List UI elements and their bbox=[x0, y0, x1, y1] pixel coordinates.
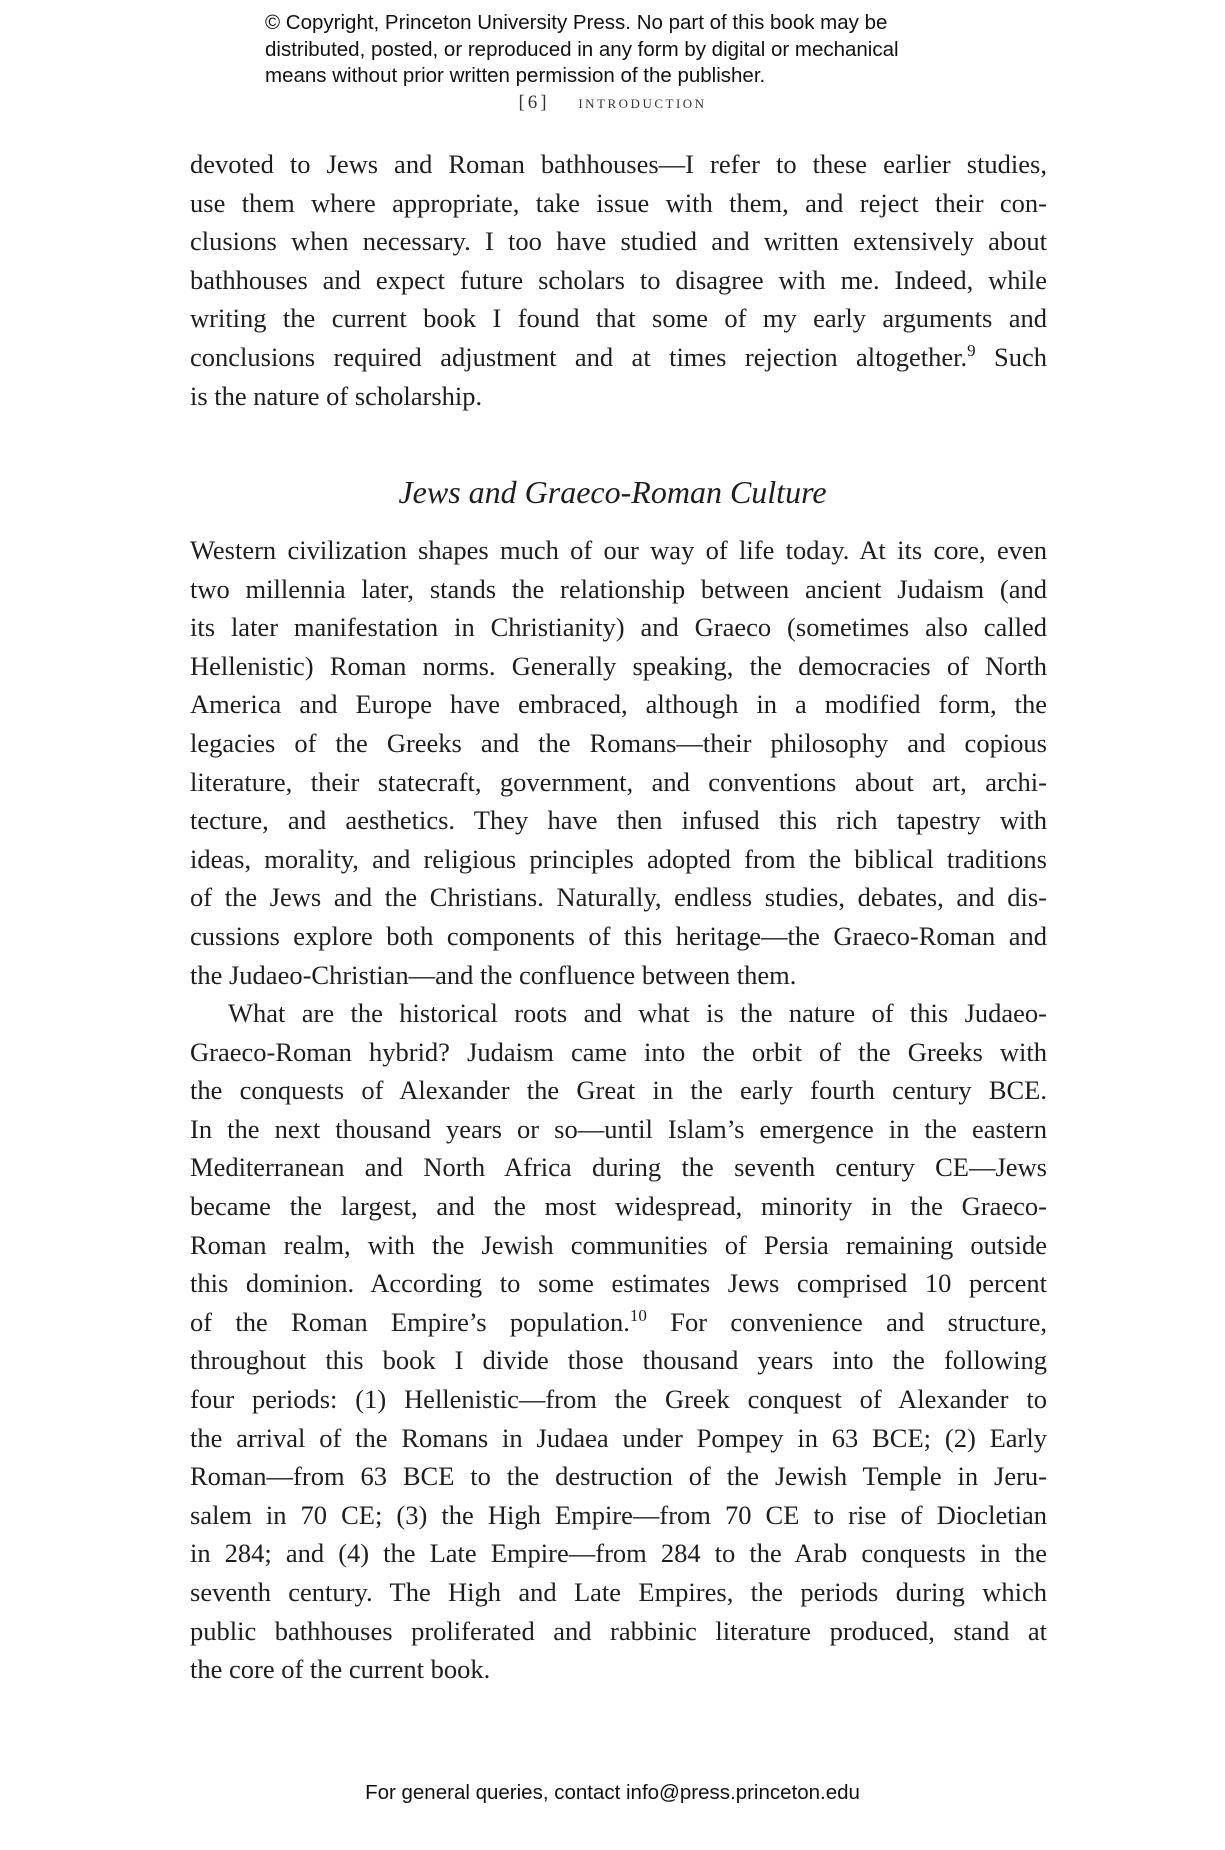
copyright-line: distributed, posted, or reproduced in any form by digital or mechanical bbox=[265, 37, 899, 61]
text-line bbox=[190, 608, 1047, 647]
section-heading: Jews and Graeco-Roman Culture bbox=[398, 474, 827, 510]
line-text: the Judaeo-Christian—and the confluence between them. bbox=[190, 959, 797, 990]
running-head bbox=[0, 92, 1225, 114]
text-line bbox=[190, 222, 1047, 261]
line-text: public bathhouses proliferated and rabbinic literature produced, stand at bbox=[190, 1615, 1047, 1646]
line-text: use them where appropriate, take issue with them, and reject their con- bbox=[190, 187, 1047, 218]
text-line bbox=[190, 1341, 1047, 1380]
line-text: Western civilization shapes much of our way of life today. At its core, even bbox=[190, 535, 1047, 565]
copyright-line: © Copyright, Princeton University Press. No part of this book may be bbox=[265, 11, 888, 34]
line-text: Hellenistic) Roman norms. Generally speaking, the democracies of North bbox=[190, 650, 1047, 681]
text-line bbox=[190, 338, 1047, 377]
text-line bbox=[190, 1226, 1047, 1265]
line-text: devoted to Jews and Roman bathhouses—I refer to these earlier studies, bbox=[190, 149, 1047, 179]
line-text: throughout this book I divide those thousand years into the following bbox=[190, 1345, 1047, 1376]
line-text: the conquests of Alexander the Great in the early fourth century BCE. bbox=[190, 1075, 1047, 1106]
footnote-marker[interactable]: 9 bbox=[967, 340, 976, 360]
text-line bbox=[190, 917, 1047, 956]
line-text: clusions when necessary. I too have studied and written extensively about bbox=[190, 226, 1047, 257]
text-line bbox=[190, 956, 1047, 995]
line-text: this dominion. According to some estimates Jews comprised 10 percent bbox=[190, 1268, 1047, 1299]
line-text: tecture, and aesthetics. They have then infused this rich tapestry with bbox=[190, 805, 1047, 836]
text-line bbox=[190, 647, 1047, 686]
line-text: Graeco-Roman hybrid? Judaism came into the orbit of the Greeks with bbox=[190, 1036, 1047, 1067]
text-line bbox=[190, 1071, 1047, 1110]
text-line bbox=[190, 1264, 1047, 1303]
line-text: Roman realm, with the Jewish communities of Persia remaining outside bbox=[190, 1229, 1047, 1260]
line-text: of the Jews and the Christians. Naturally, endless studies, debates, and dis- bbox=[190, 882, 1047, 913]
text-line bbox=[190, 531, 1047, 570]
text-line bbox=[190, 145, 1047, 184]
text-line bbox=[190, 994, 1047, 1033]
copyright-line: means without prior written permission of the publisher. bbox=[265, 64, 766, 87]
line-text: literature, their statecraft, government, and conventions about art, archi- bbox=[190, 766, 1047, 797]
paragraph-3 bbox=[190, 994, 1047, 1689]
line-text: Such bbox=[975, 341, 1048, 372]
line-text: its later manifestation in Christianity) and Graeco (sometimes also called bbox=[190, 612, 1047, 643]
line-text: For convenience and structure, bbox=[646, 1306, 1047, 1337]
text-line bbox=[190, 299, 1047, 338]
text-line bbox=[190, 840, 1047, 879]
text-line bbox=[190, 1033, 1047, 1072]
text-line bbox=[190, 1187, 1047, 1226]
line-text: In the next thousand years or so—until Islam’s emergence in the eastern bbox=[190, 1113, 1047, 1144]
text-line bbox=[190, 1380, 1047, 1419]
text-line bbox=[190, 1496, 1047, 1535]
paragraph-2 bbox=[190, 531, 1047, 994]
page-number: [6] bbox=[518, 92, 550, 113]
footer-contact: For general queries, contact info@press.princeton.edu bbox=[365, 1781, 860, 1804]
line-text: legacies of the Greeks and the Romans—their philosophy and copious bbox=[190, 727, 1047, 758]
text-line bbox=[190, 377, 1047, 416]
line-text: cussions explore both components of this heritage—the Graeco-Roman and bbox=[190, 920, 1047, 951]
line-text: What are the historical roots and what is the nature of this Judaeo- bbox=[228, 998, 1047, 1028]
paragraph-1 bbox=[190, 145, 1047, 415]
text-line bbox=[190, 1419, 1047, 1458]
footnote-marker[interactable]: 10 bbox=[629, 1305, 647, 1325]
text-line bbox=[190, 1110, 1047, 1149]
text-line bbox=[190, 763, 1047, 802]
text-line bbox=[190, 1573, 1047, 1612]
line-text: of the Roman Empire’s population. bbox=[190, 1306, 630, 1337]
line-text: conclusions required adjustment and at times rejection altogether. bbox=[190, 341, 968, 372]
line-text: the core of the current book. bbox=[190, 1654, 491, 1685]
text-line bbox=[190, 1148, 1047, 1187]
text-line bbox=[190, 184, 1047, 223]
line-text: writing the current book I found that some of my early arguments and bbox=[190, 303, 1047, 334]
line-text: America and Europe have embraced, although in a modified form, the bbox=[190, 689, 1047, 720]
text-line bbox=[190, 1650, 1047, 1689]
text-line bbox=[190, 1457, 1047, 1496]
line-text: in 284; and (4) the Late Empire—from 284 to the Arab conquests in the bbox=[190, 1538, 1047, 1569]
text-line bbox=[190, 685, 1047, 724]
line-text: became the largest, and the most widespread, minority in the Graeco- bbox=[190, 1190, 1047, 1221]
text-line bbox=[190, 1303, 1047, 1342]
line-text: four periods: (1) Hellenistic—from the Greek conquest of Alexander to bbox=[190, 1383, 1047, 1414]
line-text: bathhouses and expect future scholars to disagree with me. Indeed, while bbox=[190, 264, 1047, 295]
line-text: the arrival of the Romans in Judaea under Pompey in 63 BCE; (2) Early bbox=[190, 1422, 1047, 1453]
text-line bbox=[190, 261, 1047, 300]
line-text: is the nature of scholarship. bbox=[190, 380, 483, 411]
text-line bbox=[190, 1612, 1047, 1651]
line-text: salem in 70 CE; (3) the High Empire—from 70 CE to rise of Diocletian bbox=[190, 1499, 1047, 1530]
text-line bbox=[190, 801, 1047, 840]
text-line bbox=[190, 1534, 1047, 1573]
text-line bbox=[190, 878, 1047, 917]
line-text: Mediterranean and North Africa during the seventh century CE—Jews bbox=[190, 1152, 1047, 1183]
copyright-notice bbox=[265, 10, 899, 90]
section-title: introduction bbox=[578, 92, 707, 113]
line-text: seventh century. The High and Late Empires, the periods during which bbox=[190, 1576, 1047, 1607]
text-line bbox=[190, 724, 1047, 763]
line-text: ideas, morality, and religious principles adopted from the biblical traditions bbox=[190, 843, 1047, 874]
line-text: two millennia later, stands the relationship between ancient Judaism (and bbox=[190, 573, 1047, 604]
line-text: Roman—from 63 BCE to the destruction of the Jewish Temple in Jeru- bbox=[190, 1461, 1047, 1492]
text-line bbox=[190, 570, 1047, 609]
